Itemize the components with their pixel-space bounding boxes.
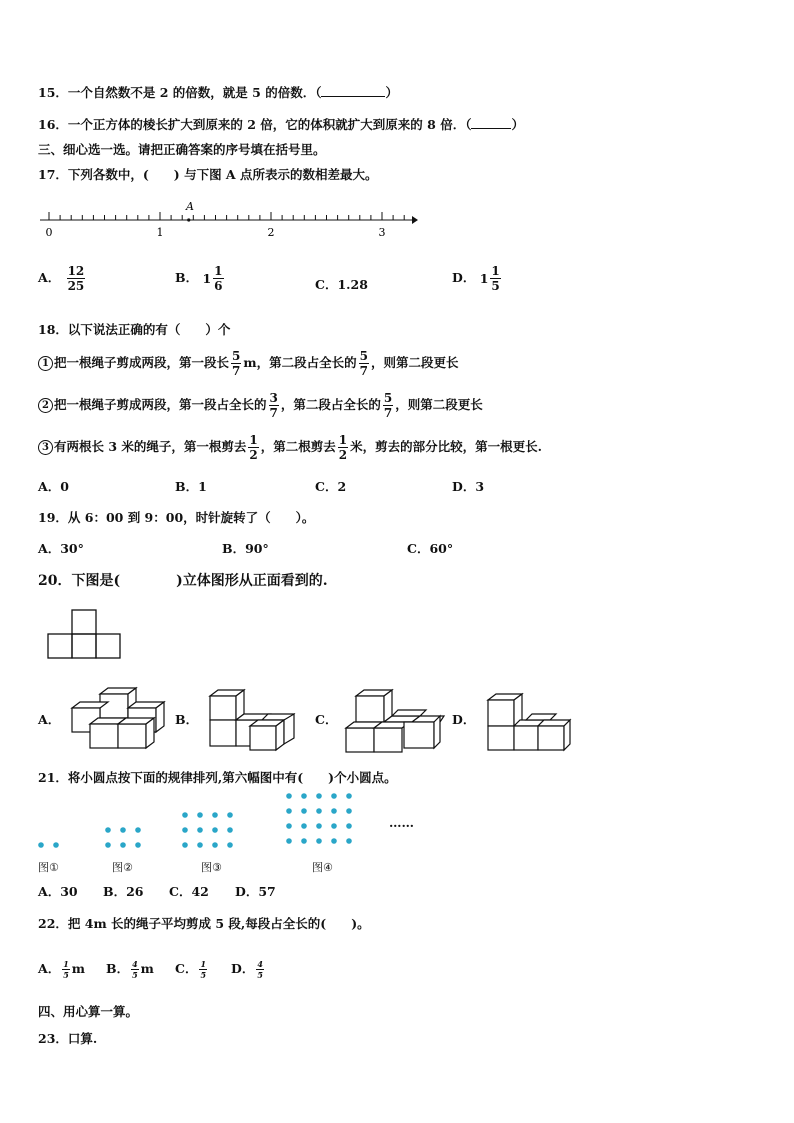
fraction-denominator: 7 (269, 406, 278, 420)
q20-option-c-label[interactable]: C． (315, 712, 338, 727)
pattern-dot-fig2 (135, 827, 141, 833)
mixed-whole: 1 (479, 270, 489, 286)
pattern-dot-fig4 (316, 793, 322, 799)
q22-option-b-label: B． (106, 961, 130, 976)
question-19: 19．从 6：00 到 9：00，时针旋转了（ ）。 (38, 510, 315, 525)
fraction-denominator: 5 (63, 970, 69, 980)
fraction-numerator: 4 (257, 959, 263, 969)
q18-statement-3 (38, 434, 542, 461)
q17-option-d-label: D． (452, 270, 476, 285)
q22-option-d[interactable] (231, 960, 266, 979)
pattern-dot-fig4 (301, 823, 307, 829)
q22-option-a-label: A． (38, 961, 61, 976)
pattern-dot-fig3 (227, 827, 233, 833)
statement-text: 把一根绳子剪成两段，第一段占全长的 (54, 397, 267, 412)
fraction-numerator: 1 (249, 433, 258, 447)
fraction-denominator: 5 (491, 279, 500, 293)
dot-pattern-figures (30, 788, 430, 858)
pattern-dot-fig2 (135, 842, 141, 848)
q17-option-b-mixed-number (202, 265, 225, 292)
pattern-dot-fig3 (197, 827, 203, 833)
pattern-dot-fig1 (38, 842, 44, 848)
pattern-dot-fig4 (286, 793, 292, 799)
pattern-dot-fig3 (197, 812, 203, 818)
question-20: 20．下图是( )立体图形从正面看到的. (38, 573, 328, 589)
q18-option-b[interactable]: B．1 (175, 479, 207, 494)
pattern-dot-fig2 (105, 842, 111, 848)
question-21: 21．将小圆点按下面的规律排列,第六幅图中有( )个小圆点。 (38, 770, 397, 785)
circled-number-icon: 3 (38, 440, 53, 455)
fraction-denominator: 5 (257, 970, 263, 980)
question-16-end: ） (511, 117, 524, 132)
fraction-numerator: 5 (359, 349, 368, 363)
statement-text: 米，剪去的部分比较，第一根更长. (350, 439, 542, 454)
q17-option-d-mixed-number (480, 265, 503, 292)
statement-text: 有两根长 3 米的绳子，第一根剪去 (54, 439, 247, 454)
pattern-dot-fig4 (331, 808, 337, 814)
question-15 (38, 84, 398, 101)
number-line (40, 198, 430, 243)
fraction-denominator: 6 (214, 279, 223, 293)
q20-option-b-cubes[interactable] (206, 688, 298, 752)
statement-text: 把一根绳子剪成两段，第一段长 (54, 355, 230, 370)
section-4-heading: 四、用心算一算。 (38, 1004, 139, 1019)
pattern-dot-fig4 (331, 793, 337, 799)
unit: m (71, 961, 86, 976)
fraction-denominator: 7 (232, 364, 241, 378)
question-22: 22．把 4m 长的绳子平均剪成 5 段,每段占全长的( )。 (38, 916, 370, 931)
pattern-dot-fig3 (182, 827, 188, 833)
fraction-numerator: 5 (232, 349, 241, 363)
question-16-text: 16．一个正方体的棱长扩大到原来的 2 倍，它的体积就扩大到原来的 8 倍．（ (38, 117, 472, 132)
q17-option-b[interactable] (175, 265, 226, 292)
pattern-dot-fig1 (53, 842, 59, 848)
fraction-numerator: 12 (67, 264, 85, 278)
pattern-dot-fig2 (105, 827, 111, 833)
q22-option-c[interactable] (175, 960, 209, 979)
fraction-numerator: 1 (338, 433, 348, 447)
q21-option-d[interactable]: D．57 (235, 884, 276, 899)
q22-option-d-label: D． (231, 961, 255, 976)
question-16 (38, 116, 524, 133)
pattern-dot-fig2 (120, 842, 126, 848)
fraction-numerator: 1 (214, 264, 223, 278)
front-view-figure (46, 608, 124, 660)
question-17: 17．下列各数中，( ) 与下图 A 点所表示的数相差最大。 (38, 167, 378, 182)
q18-option-a[interactable]: A．0 (38, 479, 69, 494)
pattern-dot-fig4 (346, 838, 352, 844)
figure-caption-2: 图② (112, 861, 133, 874)
fraction-denominator: 2 (249, 448, 258, 462)
statement-text: ，第二段占全长的 (280, 397, 381, 412)
q18-statement-1 (38, 350, 458, 377)
number-line-tick-2: 2 (267, 226, 275, 239)
fraction-denominator: 2 (338, 448, 348, 462)
q21-option-a[interactable]: A．30 (38, 884, 78, 899)
fraction-denominator: 7 (383, 406, 393, 420)
pattern-dot-fig3 (227, 812, 233, 818)
answer-blank-16[interactable] (471, 116, 511, 129)
q21-option-c[interactable]: C．42 (169, 884, 209, 899)
pattern-dot-fig4 (301, 838, 307, 844)
fraction-denominator: 25 (67, 279, 85, 293)
pattern-dot-fig3 (197, 842, 203, 848)
q22-option-a[interactable] (38, 960, 85, 979)
circled-number-icon: 2 (38, 398, 53, 413)
question-15-text: 15．一个自然数不是 2 的倍数，就是 5 的倍数．（ (38, 85, 322, 100)
pattern-dot-fig4 (316, 838, 322, 844)
fraction-numerator: 3 (269, 391, 278, 405)
pattern-dot-fig4 (316, 808, 322, 814)
number-line-tick-1: 1 (156, 226, 164, 239)
q22-option-b[interactable] (106, 960, 154, 979)
pattern-dot-fig4 (316, 823, 322, 829)
q19-option-a[interactable]: A．30° (38, 541, 84, 556)
q20-option-a-label[interactable]: A． (38, 712, 61, 727)
fraction-numerator: 1 (63, 959, 69, 969)
fraction-denominator: 5 (200, 970, 207, 980)
pattern-dot-fig4 (286, 838, 292, 844)
dot-pattern-ellipsis: …… (389, 815, 414, 830)
pattern-dot-fig3 (182, 842, 188, 848)
q17-option-a-fraction (67, 265, 86, 292)
number-line-point-label: A (186, 200, 194, 213)
q17-option-d[interactable] (452, 265, 503, 292)
fraction-numerator: 1 (200, 959, 207, 969)
pattern-dot-fig4 (301, 793, 307, 799)
pattern-dot-fig4 (331, 823, 337, 829)
fraction-numerator: 1 (491, 264, 500, 278)
q22-option-c-label: C． (175, 961, 198, 976)
figure-caption-1: 图① (38, 861, 59, 874)
question-15-end: ） (385, 85, 398, 100)
q17-option-a[interactable] (38, 265, 87, 292)
section-3-heading: 三、细心选一选。请把正确答案的序号填在括号里。 (38, 142, 326, 157)
pattern-dot-fig4 (346, 793, 352, 799)
pattern-dot-fig3 (212, 842, 218, 848)
q17-option-c[interactable]: C．1.28 (315, 277, 368, 292)
pattern-dot-fig2 (120, 827, 126, 833)
q18-option-c[interactable]: C．2 (315, 479, 347, 494)
number-line-tick-3: 3 (378, 226, 386, 239)
q20-option-d-label[interactable]: D． (452, 712, 476, 727)
question-23: 23．口算. (38, 1031, 98, 1046)
fraction-numerator: 4 (132, 959, 138, 969)
unit: m (140, 961, 154, 976)
answer-blank-15[interactable] (321, 84, 385, 97)
pattern-dot-fig3 (182, 812, 188, 818)
fraction-numerator: 5 (383, 391, 393, 405)
pattern-dot-fig3 (212, 827, 218, 833)
pattern-dot-fig3 (212, 812, 218, 818)
pattern-dot-fig3 (227, 842, 233, 848)
q20-option-a-cubes[interactable] (70, 686, 166, 752)
fraction-denominator: 5 (132, 970, 138, 980)
q17-option-b-label: B． (175, 270, 199, 285)
q17-option-a-label: A． (38, 270, 61, 285)
q19-option-b[interactable]: B．90° (222, 541, 269, 556)
number-line-tick-0: 0 (45, 226, 53, 239)
q20-option-c-cubes[interactable] (344, 688, 444, 754)
pattern-dot-fig4 (301, 808, 307, 814)
pattern-dot-fig4 (331, 838, 337, 844)
q20-option-b-label[interactable]: B． (175, 712, 199, 727)
pattern-dot-fig4 (346, 823, 352, 829)
q19-option-c[interactable]: C．60° (407, 541, 454, 556)
pattern-dot-fig4 (286, 808, 292, 814)
fraction-denominator: 7 (359, 364, 368, 378)
figure-caption-3: 图③ (201, 861, 222, 874)
q18-option-d[interactable]: D．3 (452, 479, 485, 494)
question-18: 18．以下说法正确的有（ ）个 (38, 322, 231, 337)
statement-text: m，第二段占全长的 (243, 355, 357, 370)
statement-text: ，则第二段更长 (395, 397, 483, 412)
q21-option-b[interactable]: B．26 (103, 884, 144, 899)
circled-number-icon: 1 (38, 356, 53, 371)
q20-option-d-cubes[interactable] (486, 692, 578, 754)
figure-caption-4: 图④ (312, 861, 333, 874)
mixed-whole: 1 (202, 270, 212, 286)
q18-statement-2 (38, 392, 483, 419)
pattern-dot-fig4 (286, 823, 292, 829)
pattern-dot-fig4 (346, 808, 352, 814)
statement-text: ，第二根剪去 (260, 439, 336, 454)
statement-text: ，则第二段更长 (370, 355, 459, 370)
